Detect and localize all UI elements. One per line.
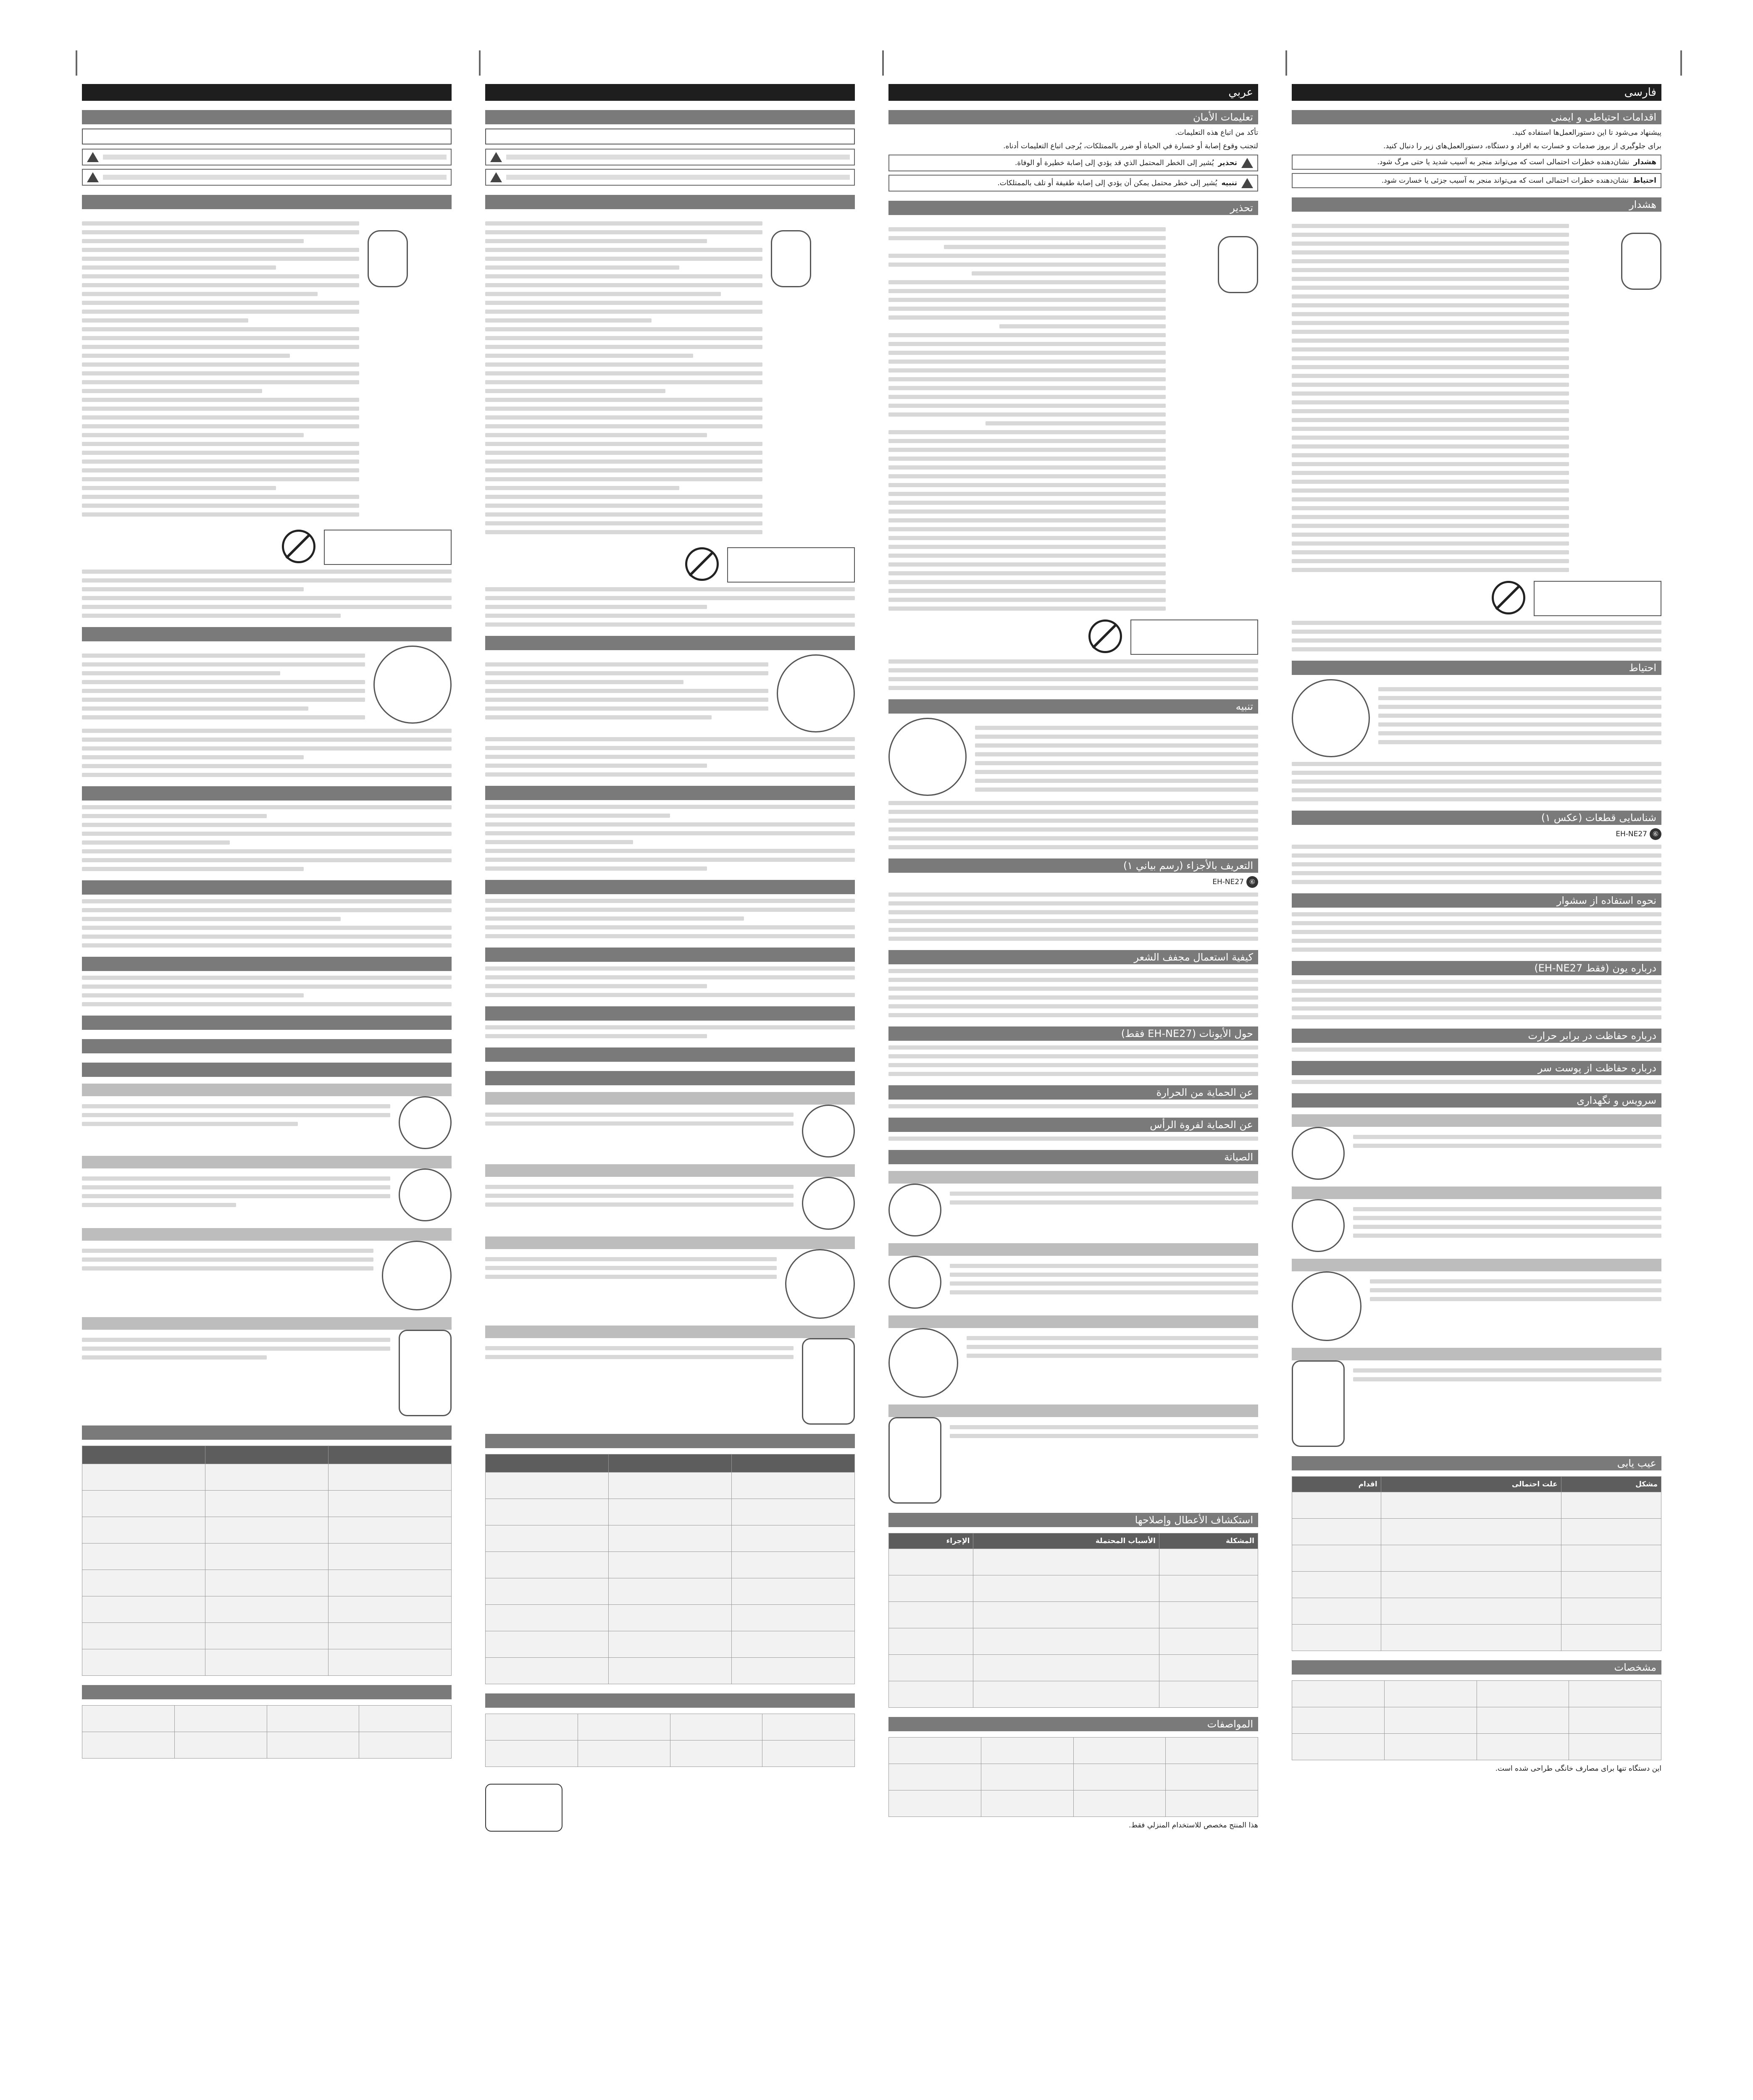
caution-row bbox=[82, 169, 452, 186]
parts-section-header: شناسایی قطعات (عکس ۱) bbox=[1292, 811, 1661, 825]
caution-text: يُشير إلى خطر محتمل يمكن أن يؤدي إلى إصابة طفيفة أو تلف بالممتلكات. bbox=[997, 179, 1217, 187]
spec-table bbox=[1292, 1680, 1661, 1760]
maintenance-sub-header bbox=[82, 1317, 452, 1330]
parts-section-header bbox=[485, 786, 855, 800]
ion-section-header: حول الأيونات (EH-NE27 فقط) bbox=[888, 1026, 1258, 1041]
maintenance-section-header: سرویس و نگهداری bbox=[1292, 1093, 1661, 1108]
safety-intro-2: لتجنب وقوع إصابة أو خسارة في الحياة أو ضرر بالممتلكات، يُرجى اتباع التعليمات أدناه. bbox=[1003, 142, 1258, 150]
maintenance-sub-header bbox=[888, 1171, 1258, 1184]
hair-illustration bbox=[373, 646, 452, 724]
usage-section-header: نحوه استفاده از سشوار bbox=[1292, 893, 1661, 908]
warning-text: يُشير إلى الخطر المحتمل الذي قد يؤدي إلى إصابة خطيرة أو الوفاة. bbox=[1014, 159, 1214, 167]
caution-row bbox=[485, 169, 855, 186]
spec-section-header: مشخصات bbox=[1292, 1660, 1661, 1675]
table-header: علت احتمالی bbox=[1381, 1477, 1561, 1492]
caution-block bbox=[82, 646, 452, 724]
maintenance-sub-header bbox=[888, 1315, 1258, 1328]
no-bath-box bbox=[1130, 620, 1258, 655]
hair-illustration bbox=[777, 654, 855, 732]
language-header bbox=[1292, 84, 1661, 101]
plug-illustration bbox=[1218, 236, 1258, 293]
maintenance-section-header: الصيانة bbox=[888, 1150, 1258, 1164]
trouble-table bbox=[485, 1454, 855, 1684]
maintenance-sub-header bbox=[82, 1084, 452, 1096]
thermal-section-header: عن الحماية من الحرارة bbox=[888, 1085, 1258, 1100]
usage-section-header bbox=[82, 880, 452, 895]
column-english bbox=[82, 84, 452, 1759]
table-header: اقدام bbox=[1292, 1477, 1381, 1492]
text-lines bbox=[82, 217, 359, 521]
spec-table bbox=[82, 1705, 452, 1759]
ion-section-header bbox=[485, 948, 855, 962]
warning-section-header bbox=[485, 195, 855, 209]
caution-row bbox=[1292, 173, 1661, 188]
table-header: المشكلة bbox=[1159, 1533, 1258, 1549]
warning-icon bbox=[87, 152, 99, 162]
mesh-illustration bbox=[888, 1328, 958, 1398]
dryer-illustration bbox=[1292, 1127, 1345, 1180]
maintenance-sub-header bbox=[1292, 1114, 1661, 1127]
intro-box bbox=[485, 129, 855, 144]
trouble-section-header bbox=[485, 1434, 855, 1448]
nozzle-illustration bbox=[399, 1330, 452, 1416]
warning-section-header: هشدار bbox=[1292, 197, 1661, 212]
language-label: فارسی bbox=[1624, 86, 1656, 99]
column-farsi bbox=[1292, 84, 1661, 1777]
trouble-section-header bbox=[82, 1425, 452, 1440]
language-header bbox=[485, 84, 855, 101]
caution-icon bbox=[1241, 178, 1253, 188]
dryer-illustration bbox=[399, 1168, 452, 1221]
intro-box bbox=[82, 129, 452, 144]
crop-mark bbox=[76, 50, 77, 76]
parts-section-header: التعريف بالأجزاء (رسم بياني ١) bbox=[888, 858, 1258, 873]
model-label: ⑥EH-NE27 bbox=[1292, 828, 1661, 840]
usage-section-header bbox=[485, 880, 855, 894]
maintenance-sub-header bbox=[888, 1404, 1258, 1417]
caution-icon bbox=[490, 172, 502, 182]
label-box bbox=[485, 1784, 562, 1832]
caution-row bbox=[888, 175, 1258, 192]
caution-icon bbox=[87, 172, 99, 182]
dryer-illustration bbox=[802, 1105, 855, 1158]
crop-mark bbox=[882, 50, 884, 76]
caution-section-header bbox=[82, 627, 452, 641]
plug-illustration bbox=[1621, 233, 1661, 290]
maintenance-sub-header bbox=[485, 1092, 855, 1105]
caution-section-header bbox=[485, 636, 855, 650]
crop-mark bbox=[1680, 50, 1682, 76]
warning-label: تحذير bbox=[1218, 159, 1237, 167]
warning-section-header bbox=[82, 195, 452, 209]
spec-table bbox=[888, 1737, 1258, 1817]
dryer-illustration bbox=[1292, 1199, 1345, 1252]
warning-icon bbox=[490, 152, 502, 162]
safety-intro-2: برای جلوگیری از بروز صدمات و خسارت به افراد و دستگاه، دستورالعمل‌های زیر را دنبال کنید. bbox=[1383, 142, 1661, 150]
parts-section-header bbox=[82, 786, 452, 801]
ion-section-header bbox=[82, 957, 452, 971]
dryer-illustration bbox=[802, 1177, 855, 1230]
warning-row bbox=[82, 149, 452, 165]
mesh-illustration bbox=[1292, 1271, 1361, 1341]
table-header: الأسباب المحتملة bbox=[973, 1533, 1159, 1549]
plug-illustration bbox=[771, 230, 811, 287]
caution-section-header: تنبيه bbox=[888, 699, 1258, 714]
safety-title: اقدامات احتیاطی و ایمنی bbox=[1292, 110, 1661, 124]
spec-section-header: المواصفات bbox=[888, 1717, 1258, 1731]
maintenance-sub-header bbox=[82, 1228, 452, 1241]
maintenance-sub-header bbox=[82, 1156, 452, 1168]
warning-label: هشدار bbox=[1633, 158, 1656, 166]
footer-note: این دستگاه تنها برای مصارف خانگی طراحی شده است. bbox=[1495, 1764, 1661, 1773]
trouble-section-header: استكشاف الأعطال وإصلاحها bbox=[888, 1513, 1258, 1527]
spec-table bbox=[485, 1714, 855, 1767]
model-label: ⑥EH-NE27 bbox=[888, 876, 1258, 888]
language-header bbox=[888, 84, 1258, 101]
maintenance-sub-header bbox=[485, 1236, 855, 1249]
trouble-table bbox=[888, 1533, 1258, 1708]
warning-text: نشان‌دهنده خطرات احتمالی است که می‌تواند منجر به آسیب شدید یا حتی مرگ شود. bbox=[1377, 158, 1629, 166]
nozzle-illustration bbox=[802, 1338, 855, 1425]
warning-block bbox=[82, 213, 452, 521]
maintenance-section-header bbox=[82, 1063, 452, 1077]
caution-label: احتیاط bbox=[1633, 176, 1656, 185]
no-bath-icon bbox=[282, 530, 315, 563]
scalp-section-header: عن الحماية لفروة الرأس bbox=[888, 1118, 1258, 1132]
maintenance-sub-header bbox=[888, 1243, 1258, 1256]
maintenance-sub-header bbox=[485, 1326, 855, 1338]
maintenance-sub-header bbox=[1292, 1348, 1661, 1360]
no-bath-block bbox=[82, 530, 452, 565]
no-bath-icon bbox=[685, 547, 719, 581]
warning-section-header: تحذير bbox=[888, 201, 1258, 215]
no-bath-box bbox=[727, 547, 855, 583]
safety-title: تعليمات الأمان bbox=[888, 110, 1258, 124]
crop-mark bbox=[1285, 50, 1287, 76]
dryer-illustration bbox=[399, 1096, 452, 1149]
safety-intro: تأكد من اتباع هذه التعليمات. bbox=[1175, 129, 1258, 137]
no-bath-box bbox=[1534, 581, 1661, 616]
maintenance-sub-header bbox=[485, 1164, 855, 1177]
trouble-table bbox=[1292, 1476, 1661, 1651]
dryer-illustration bbox=[888, 1184, 941, 1236]
spec-section-header bbox=[82, 1685, 452, 1699]
language-header bbox=[82, 84, 452, 101]
plug-figure bbox=[368, 213, 452, 521]
scalp-section-header: درباره حفاظت از پوست سر bbox=[1292, 1061, 1661, 1075]
spec-section-header bbox=[485, 1693, 855, 1708]
language-label: عربي bbox=[1228, 86, 1253, 99]
caution-text: نشان‌دهنده خطرات احتمالی است که می‌تواند منجر به آسیب جزئی یا خسارت شود. bbox=[1381, 176, 1629, 185]
table-header: مشکل bbox=[1561, 1477, 1661, 1492]
warning-icon bbox=[1241, 158, 1253, 168]
section-header bbox=[82, 110, 452, 124]
nozzle-illustration bbox=[888, 1417, 941, 1504]
scalp-section-header bbox=[82, 1039, 452, 1053]
scalp-section-header bbox=[485, 1047, 855, 1062]
thermal-section-header bbox=[82, 1016, 452, 1030]
dryer-illustration bbox=[888, 1256, 941, 1309]
column-french bbox=[485, 84, 855, 1832]
warning-row bbox=[888, 155, 1258, 171]
caution-label: تنبيه bbox=[1221, 179, 1237, 187]
caution-section-header: احتیاط bbox=[1292, 661, 1661, 675]
hair-illustration bbox=[1292, 679, 1370, 757]
table-header: الإجراء bbox=[889, 1533, 973, 1549]
maintenance-section-header bbox=[485, 1071, 855, 1085]
plug-illustration bbox=[368, 230, 408, 287]
crop-mark bbox=[479, 50, 481, 76]
column-arabic bbox=[888, 84, 1258, 1834]
no-bath-icon bbox=[1492, 581, 1525, 614]
maintenance-sub-header bbox=[1292, 1259, 1661, 1271]
maintenance-sub-header bbox=[1292, 1186, 1661, 1199]
footer-note: هذا المنتج مخصص للاستخدام المنزلي فقط. bbox=[1129, 1821, 1258, 1830]
thermal-section-header bbox=[485, 1006, 855, 1021]
no-bath-icon bbox=[1088, 620, 1122, 653]
mesh-illustration bbox=[785, 1249, 855, 1319]
nozzle-illustration bbox=[1292, 1360, 1345, 1447]
hair-illustration bbox=[888, 718, 967, 796]
safety-intro: پیشنهاد می‌شود تا این دستورالعمل‌ها استفاده کنید. bbox=[1512, 129, 1661, 137]
trouble-table bbox=[82, 1446, 452, 1676]
ion-section-header: درباره یون (فقط EH-NE27) bbox=[1292, 961, 1661, 975]
text-lines bbox=[82, 570, 452, 618]
warning-row bbox=[485, 149, 855, 165]
section-header bbox=[485, 110, 855, 124]
mesh-illustration bbox=[382, 1241, 452, 1310]
usage-section-header: كيفية استعمال مجفف الشعر bbox=[888, 950, 1258, 964]
trouble-section-header: عیب یابی bbox=[1292, 1456, 1661, 1470]
thermal-section-header: درباره حفاظت در برابر حرارت bbox=[1292, 1029, 1661, 1043]
warning-row bbox=[1292, 155, 1661, 170]
no-bath-box bbox=[324, 530, 452, 565]
